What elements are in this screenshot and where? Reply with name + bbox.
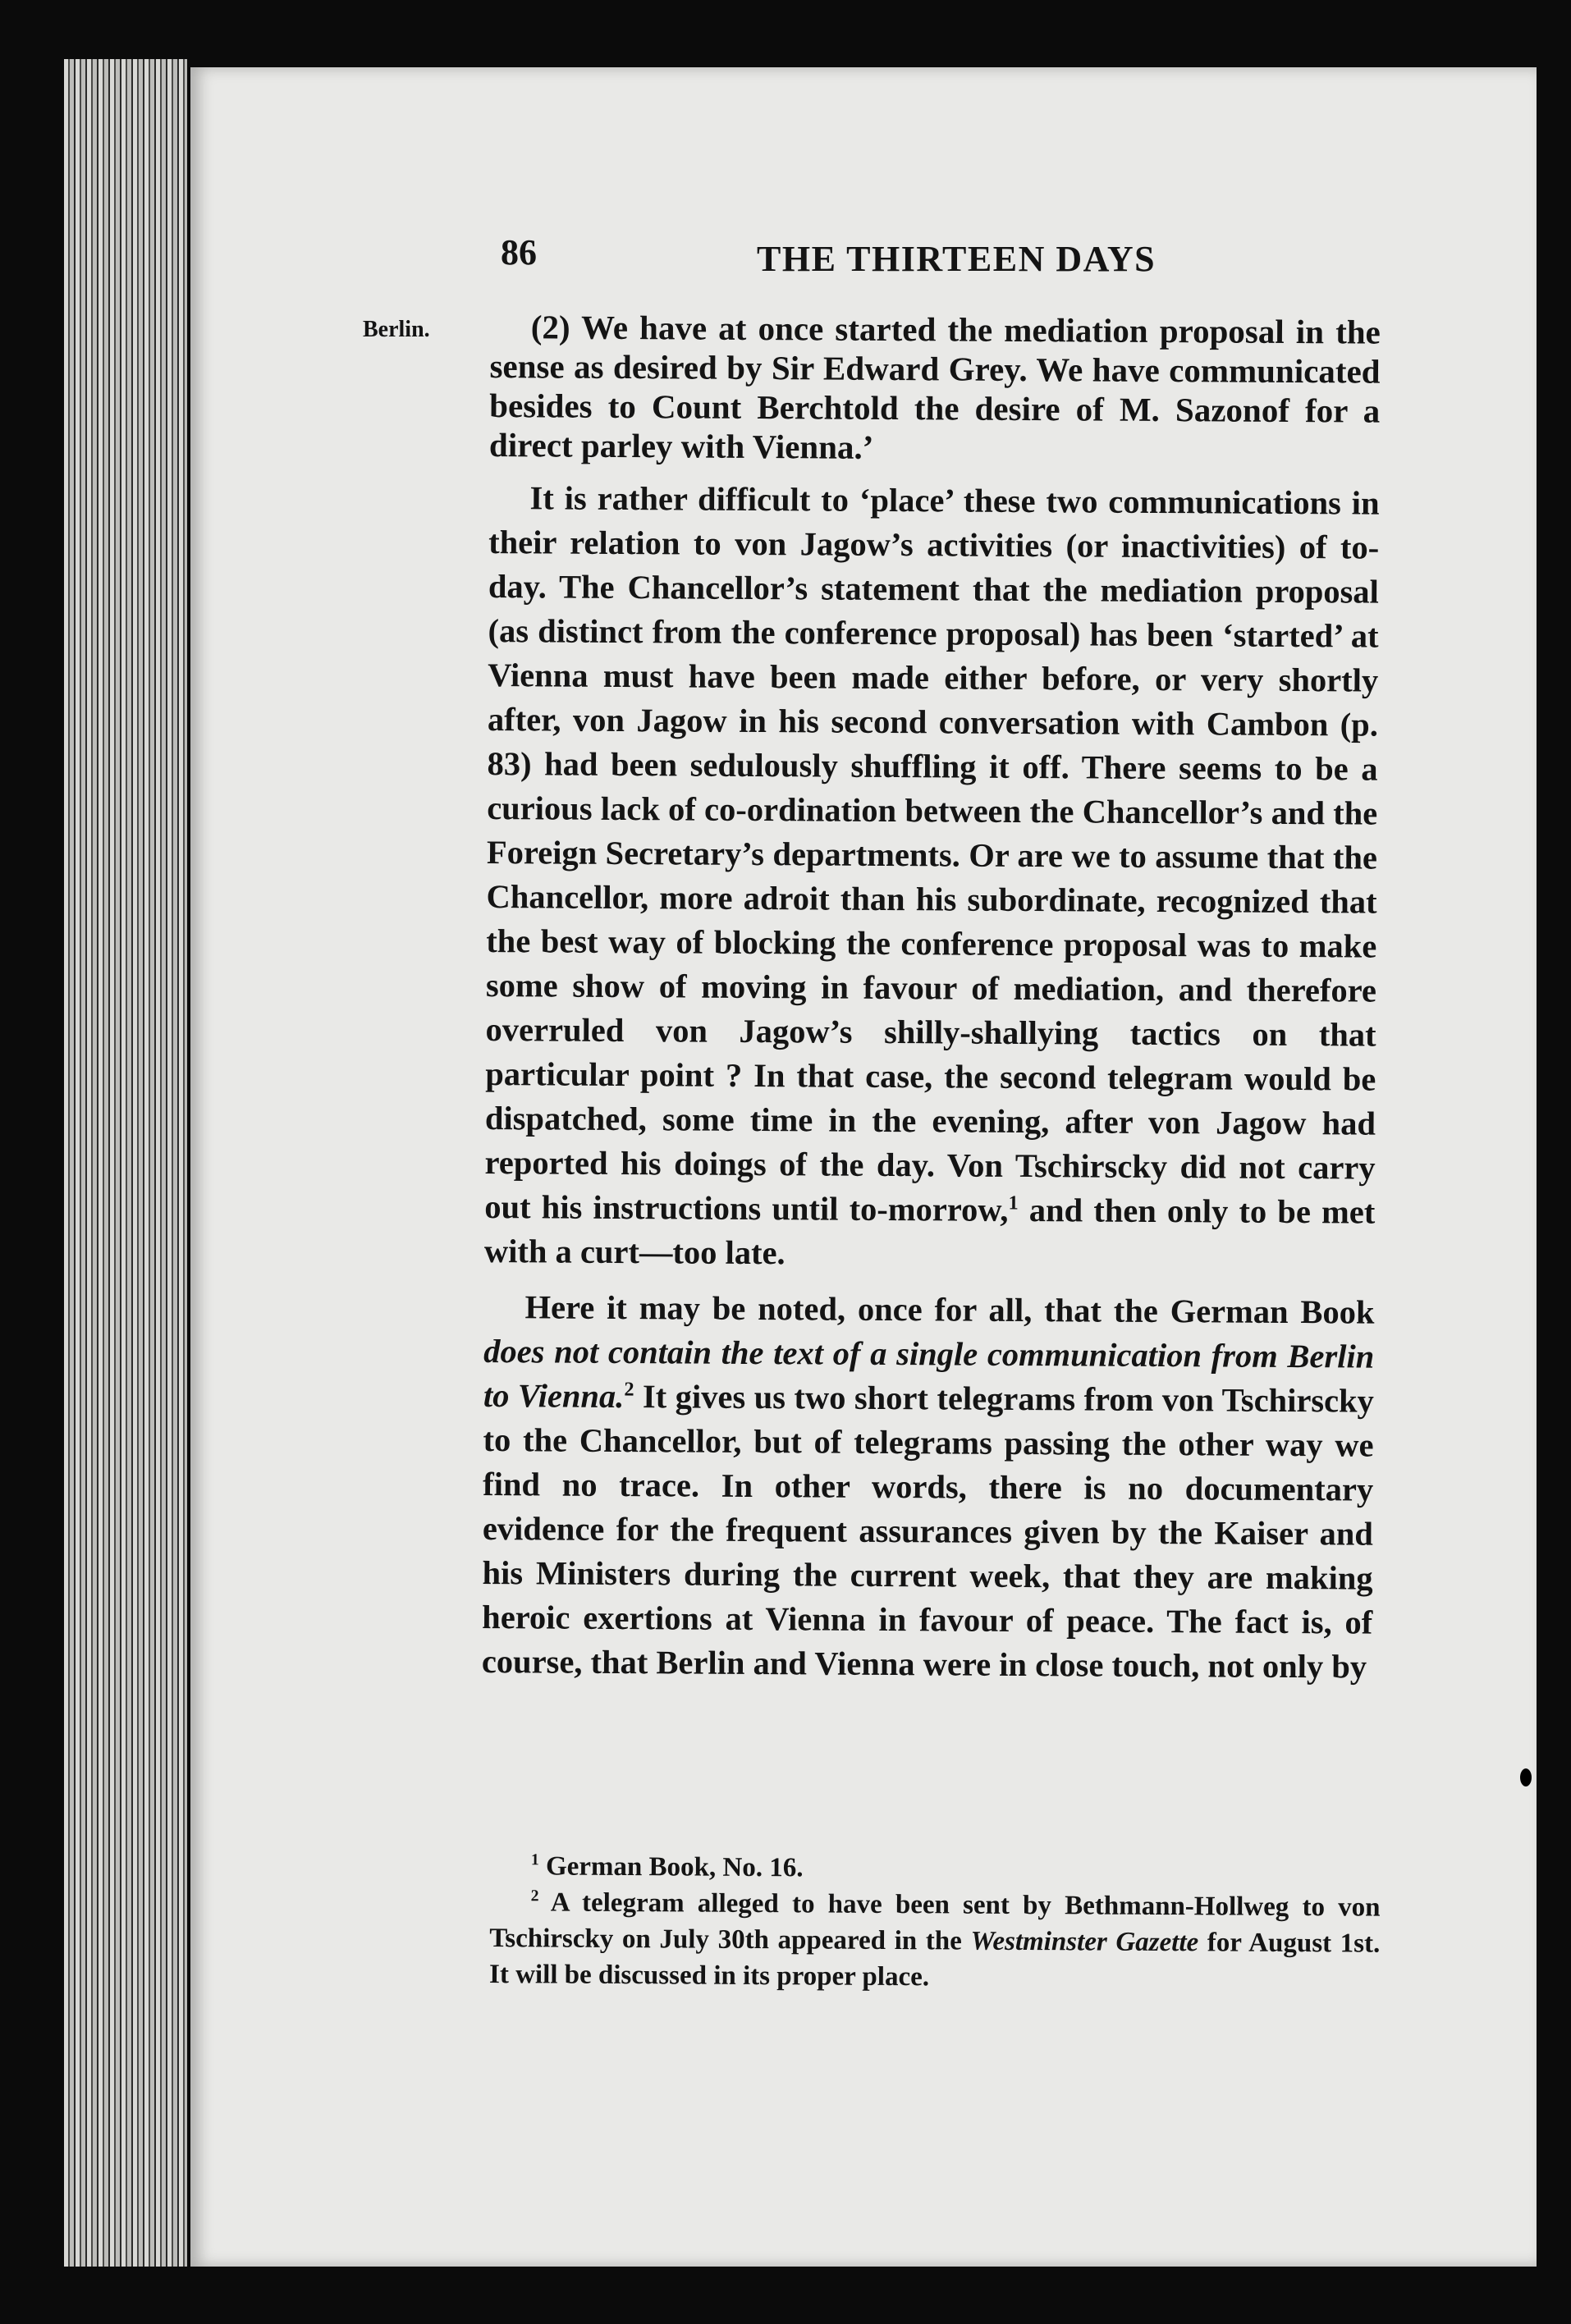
margin-dot — [1520, 1768, 1532, 1786]
paragraph-text: and then only to be met with a curt—too late. — [483, 1192, 1376, 1272]
paragraph — [482, 1285, 1375, 1690]
running-head: THE THIRTEEN DAYS — [757, 239, 1156, 279]
book-page — [190, 67, 1537, 2267]
emphasis-text: does not contain the text of a single communication from Berlin to Vienna. — [483, 1332, 1375, 1416]
paragraph-text: It is rather difficult to ‘place’ these two communications in their relation to von Jagow’s activities (or inactivities) of to-day. The Chancellor’s statement that the mediation proposal (as distinct from the conference proposal) has been ‘started’ at Vienna must have been made either before, or very shortly after, von Jagow in his second conversation with Cambon (p. 83) had been sedulously shuffling it off. There seems to be a curious lack of co-ordination between the Chancellor’s and the Foreign Secretary’s departments. Or are we to assume that the Chancellor, more adroit than his subordinate, recognized that the best way of blocking the conference proposal was to make some show of moving in favour of mediation, and therefore overruled von Jagow’s shilly-shallying tactics on that particular point ? In that case, the second telegram would be dispatched, some time in the evening, after von Jagow had reported his doings of the day. Von Tschirscky did not carry out his instructions until to-morrow, — [484, 479, 1380, 1228]
paragraph — [484, 476, 1380, 1279]
paragraph-text: Here it may be noted, once for all, that the German Book — [524, 1288, 1375, 1331]
page-edges — [64, 59, 187, 2267]
body-text — [482, 307, 1381, 1701]
footnote-mark: 2 — [624, 1378, 634, 1401]
footnote-text: for August 1st. It will be discussed in its proper place. — [488, 1928, 1381, 1992]
paragraph-quote — [489, 307, 1381, 470]
paragraph-text: It gives us two short telegrams from von Tschirscky to the Chancellor, but of telegrams passing the other way we find no trace. In other words, there is no documentary evidence for the frequent assurances given by the Kaiser and his Ministers during the current week, that they are making heroic exertions at Vienna in favour of peace. The fact is, of course, that Berlin and Vienna were in close touch, not only by — [481, 1378, 1375, 1686]
footnote-mark: 1 — [530, 1851, 539, 1869]
footnote — [489, 1884, 1381, 1998]
footnote-mark: 2 — [530, 1887, 539, 1905]
page-number: 86 — [501, 232, 537, 272]
footnotes — [489, 1848, 1381, 1998]
paragraph-text: (2) We have at once started the mediation proposal in the sense as desired by Sir Edward Grey. We have communicated besides to Count Berchtold the desire of M. Sazonof for a direct parley with Vienna.’ — [488, 308, 1381, 466]
footnote — [490, 1848, 1381, 1890]
footnote-text: A telegram alleged to have been sent by Bethmann-Hollweg to von Tschirscky on July 30th appeared in the — [489, 1887, 1381, 1956]
side-note: Berlin. — [363, 317, 430, 342]
footnote-mark: 1 — [1008, 1192, 1019, 1215]
footnote-text: German Book, No. 16. — [545, 1851, 804, 1883]
footnote-emphasis: Westminster Gazette — [970, 1926, 1199, 1958]
